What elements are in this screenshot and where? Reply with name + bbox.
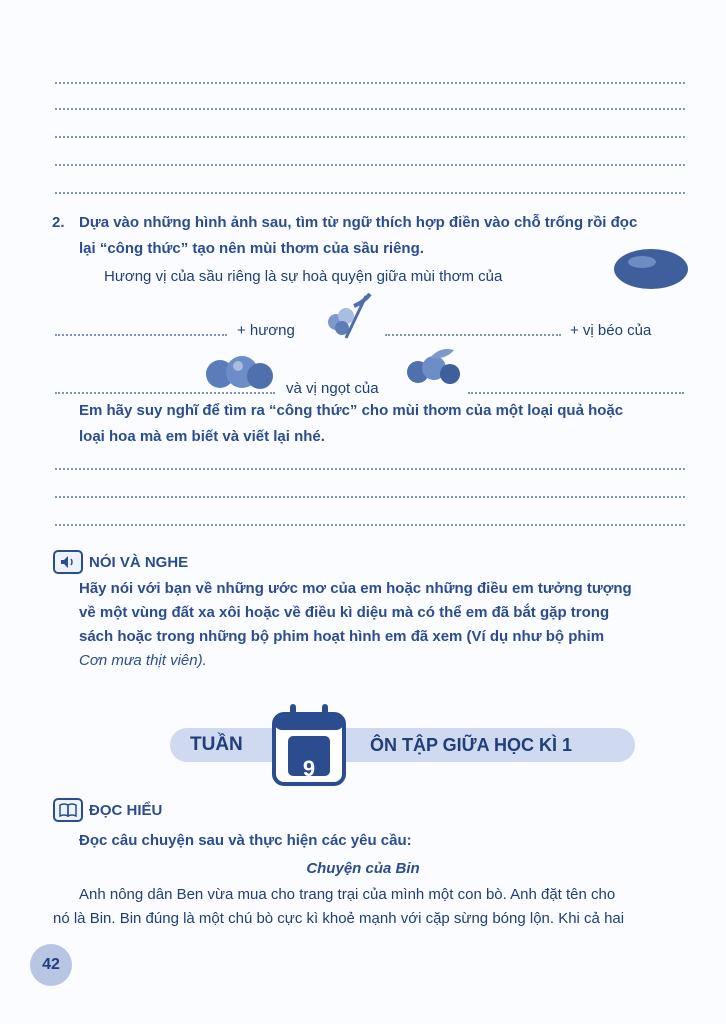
banner-title: ÔN TẬP GIỮA HỌC KÌ 1: [370, 734, 572, 755]
prompt-line: sách hoặc trong những bộ phim hoạt hình em đã xem (Ví dụ như bộ phim: [79, 628, 605, 645]
prompt-line: Dựa vào những hình ảnh sau, tìm từ ngữ thích hợp điền vào chỗ trống rồi đọc: [79, 214, 638, 231]
book-icon: [53, 798, 83, 822]
week-label: TUẦN: [190, 734, 243, 755]
section-heading-noi-va-nghe: [53, 550, 188, 574]
orange-icon: [202, 352, 276, 392]
fruit-bunch-icon: [400, 344, 466, 390]
answer-line: [55, 136, 685, 138]
exercise-prompt: [79, 212, 699, 260]
week-number: 9: [302, 756, 316, 781]
answer-line: [55, 192, 685, 194]
task-line: loại hoa mà em biết và viết lại nhé.: [79, 428, 325, 445]
exercise-number: 2.: [52, 214, 65, 231]
blank-line[interactable]: [385, 334, 561, 336]
week-banner: [170, 722, 635, 781]
speaking-prompt: [79, 578, 699, 672]
prompt-line: Hãy nói với bạn về những ước mơ của em hoặc những điều em tưởng tượng: [79, 580, 632, 597]
prompt-line: lại “công thức” tạo nên mùi thơm của sầu riêng.: [79, 240, 424, 257]
recipe-sentence: Hương vị của sầu riêng là sự hoà quyện giữa mùi thơm của: [104, 268, 503, 285]
reading-instruction: Đọc câu chuyện sau và thực hiện các yêu cầu:: [79, 832, 412, 849]
story-text: [53, 884, 699, 930]
durian-icon: [612, 246, 690, 292]
answer-line: [55, 164, 685, 166]
section-heading-label: NÓI VÀ NGHE: [89, 553, 189, 571]
page-number: 42: [30, 944, 72, 986]
section-heading-label: ĐỌC HIỂU: [89, 801, 163, 819]
blank-label-huong: + hương: [237, 322, 295, 339]
blank-line[interactable]: [55, 334, 227, 336]
flower-icon: [316, 292, 374, 340]
speaker-icon: [53, 550, 83, 574]
prompt-line: Cơn mưa thịt viên).: [79, 652, 207, 669]
story-title: Chuyện của Bin: [306, 860, 420, 877]
story-line: nó là Bin. Bin đúng là một chú bò cực kì khoẻ mạnh với cặp sừng bóng lộn. Khi cả hai: [53, 910, 625, 927]
story-line: Anh nông dân Ben vừa mua cho trang trại của mình một con bò. Anh đặt tên cho: [79, 886, 616, 903]
answer-line[interactable]: [55, 496, 685, 498]
answer-line: [55, 82, 685, 84]
blank-label-vi-ngot: và vị ngọt của: [286, 380, 379, 397]
answer-line: [55, 108, 685, 110]
task-line: Em hãy suy nghĩ để tìm ra “công thức” cho mùi thơm của một loại quả hoặc: [79, 402, 624, 419]
prompt-line: về một vùng đất xa xôi hoặc về điều kì diệu mà có thể em đã bắt gặp trong: [79, 604, 610, 621]
answer-line[interactable]: [55, 524, 685, 526]
blank-label-vi-beo: + vị béo của: [570, 322, 652, 339]
blank-line[interactable]: [468, 392, 684, 394]
exercise-task: [79, 400, 699, 448]
section-heading-doc-hieu: [53, 798, 162, 822]
answer-line[interactable]: [55, 468, 685, 470]
blank-line[interactable]: [55, 392, 275, 394]
